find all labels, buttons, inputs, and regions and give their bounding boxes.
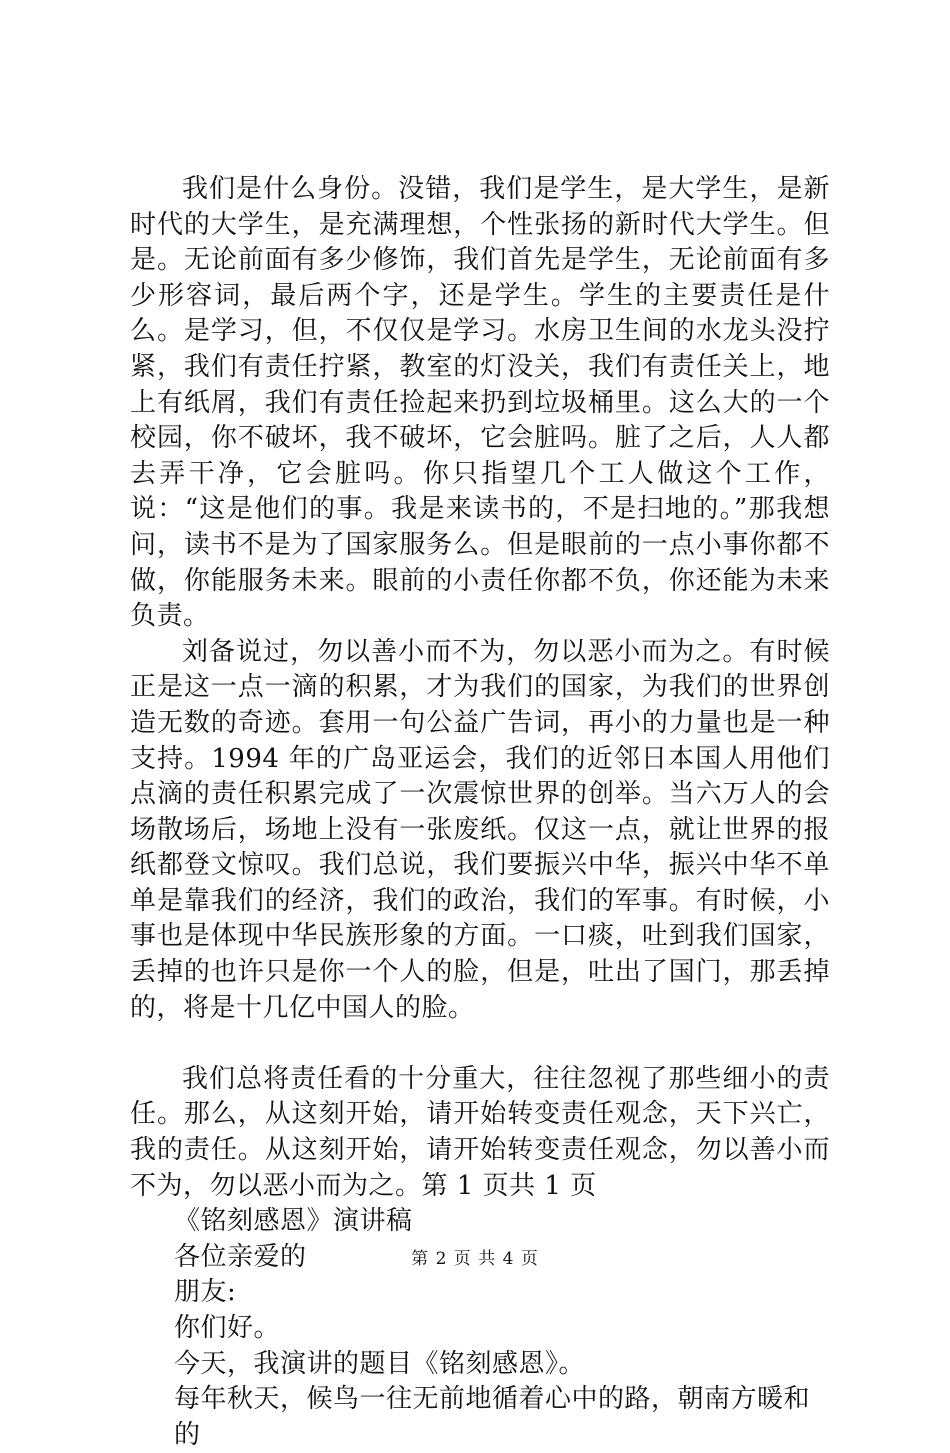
paragraph-small-deeds: 刘备说过，勿以善小而不为，勿以恶小而为之。有时候正是这一点一滴的积累，才为我们的国家，为我们的世界创造无数的奇迹。套用一句公益广告词，再小的力量也是一种支持。1994 年的广岛亚运会，我们的近邻日本国人用他们点滴的责任积累完成了一次震惊世界的创举。当六万人的会场散场后，场地上没有一张废纸。仅这一点，就让世界的报纸都登文惊叹。我们总说，我们要振兴中华，振兴中华不单单是靠我们的经济，我们的政治，我们的军事。有时候，小事也是体现中华民族形象的方面。一口痰，吐到我们国家，丢掉的也许只是你一个人的脸，但是，吐出了国门，那丢掉的，将是十几亿中国人的脸。	[130, 636, 830, 1023]
topic-line: 今天，我演讲的题目《铭刻感恩》。	[174, 1348, 586, 1379]
greeting-line: 你们好。	[174, 1313, 281, 1343]
page-footer: 第 2 页 共 4 页	[411, 1249, 539, 1269]
opening-line: 每年秋天，候鸟一往无前地循着心中的路，朝南方暖和的	[174, 1384, 811, 1450]
paragraph-conclusion: 我们总将责任看的十分重大，往往忽视了那些细小的责任。那么，从这刻开始，请开始转变责任观念，天下兴亡，我的责任。从这刻开始，请开始转变责任观念，勿以善小而不为，勿以恶小而为之。第 1 页共 1 页	[130, 1063, 830, 1201]
paragraph-responsibility-identity: 我们是什么身份。没错，我们是学生，是大学生，是新时代的大学生，是充满理想，个性张扬的新时代大学生。但是。无论前面有多少修饰，我们首先是学生，无论前面有多少形容词，最后两个字，还是学生。学生的主要责任是什么。是学习，但，不仅仅是学习。水房卫生间的水龙头没拧紧，我们有责任拧紧，教室的灯没关，我们有责任关上，地上有纸屑，我们有责任捡起来扔到垃圾桶里。这么大的一个校园，你不破坏，我不破坏，它会脏吗。脏了之后，人人都去弄干净，它会脏吗。你只指望几个工人做这个工作，说：“这是他们的事。我是来读书的，不是扫地的。”那我想问，读书不是为了国家服务么。但是眼前的一点小事你都不做，你能服务未来。眼前的小责任你都不负，你还能为未来负责。	[130, 174, 830, 632]
speech-title: 《铭刻感恩》演讲稿	[174, 1206, 413, 1237]
paragraph-spacer	[130, 1026, 830, 1062]
salutation-line-1: 各位亲爱的	[174, 1241, 307, 1272]
salutation-line-2: 朋友:	[174, 1277, 237, 1308]
